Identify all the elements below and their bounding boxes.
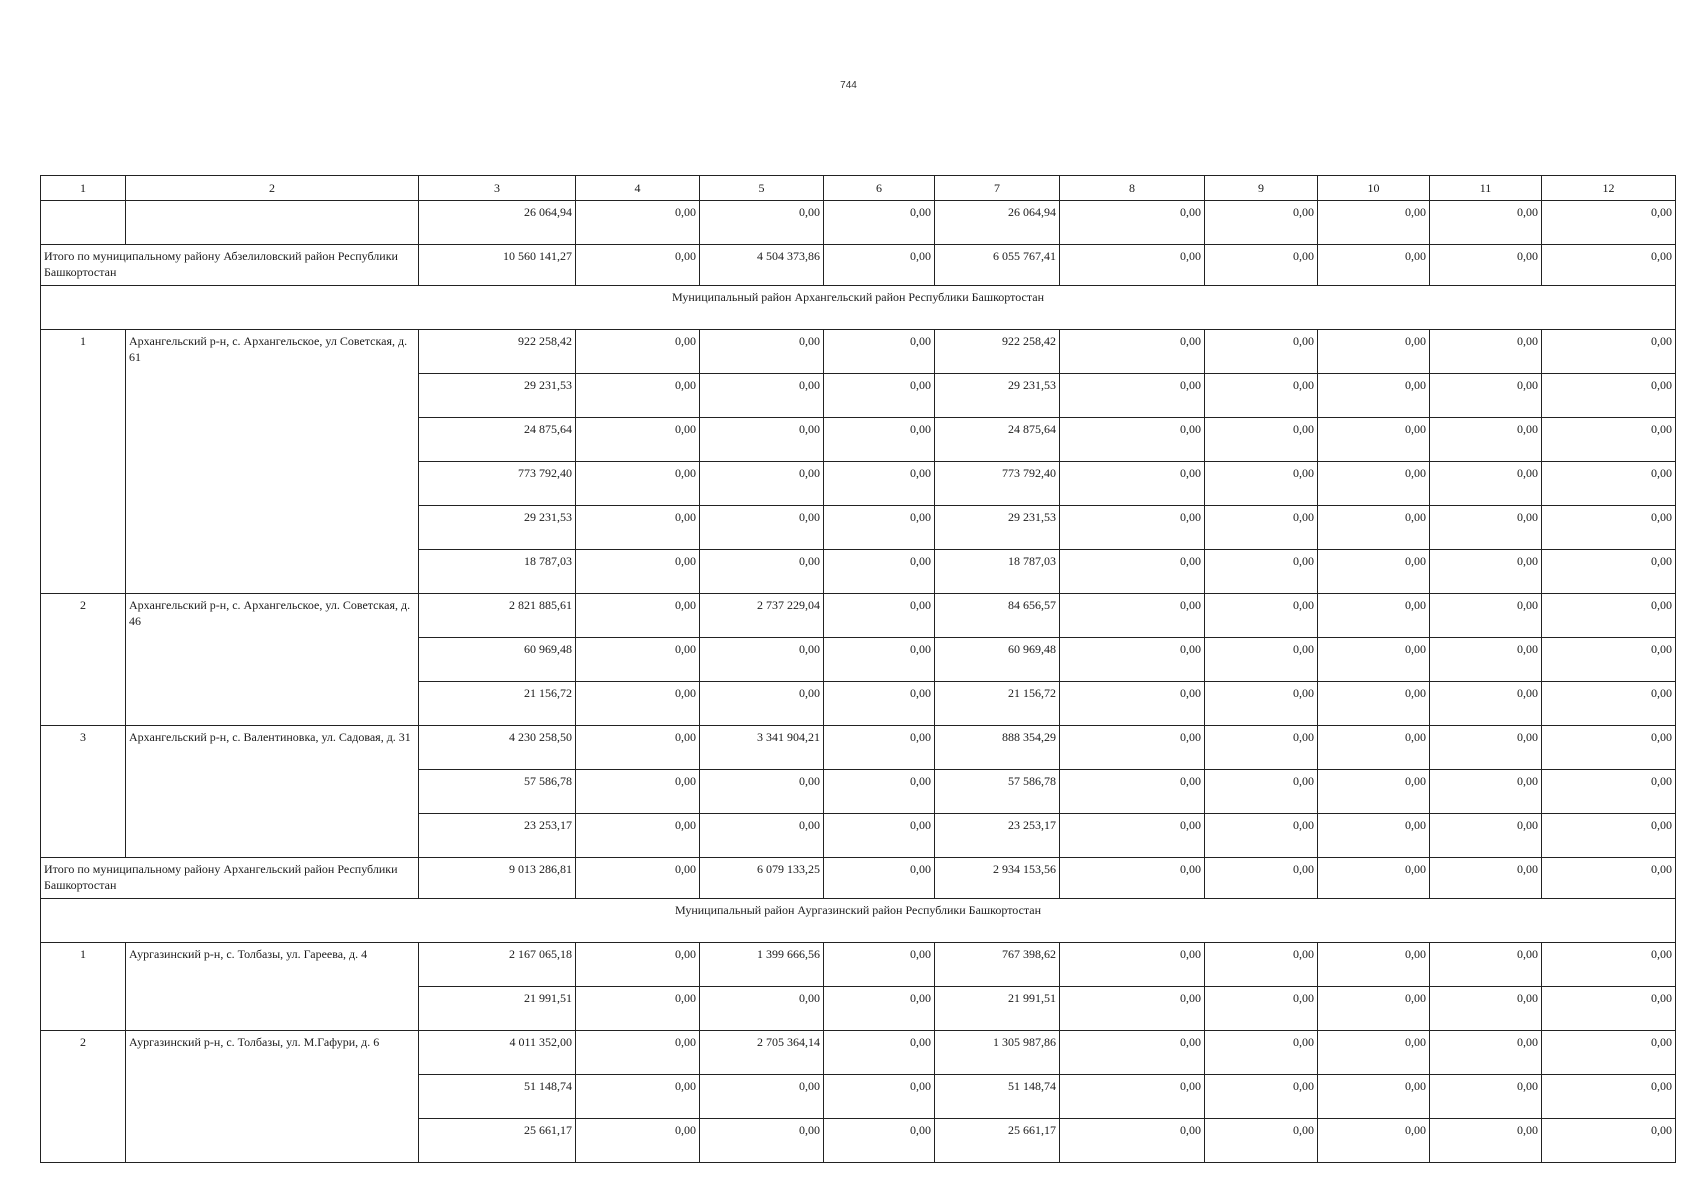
value-cell: 0,00 bbox=[1430, 770, 1542, 814]
value-cell: 0,00 bbox=[1205, 1119, 1318, 1163]
value-cell: 25 661,17 bbox=[419, 1119, 576, 1163]
value-cell: 0,00 bbox=[576, 506, 700, 550]
value-cell: 29 231,53 bbox=[935, 506, 1060, 550]
value-cell: 0,00 bbox=[1318, 682, 1430, 726]
value-cell: 0,00 bbox=[1542, 1119, 1676, 1163]
value-cell: 0,00 bbox=[1205, 943, 1318, 987]
total-cell: 6 055 767,41 bbox=[935, 245, 1060, 286]
value-cell: 29 231,53 bbox=[419, 374, 576, 418]
header-row bbox=[41, 176, 1676, 201]
value-cell: 2 705 364,14 bbox=[700, 1031, 824, 1075]
value-cell: 0,00 bbox=[1205, 987, 1318, 1031]
value-cell: 0,00 bbox=[824, 987, 935, 1031]
value-cell: 0,00 bbox=[1205, 770, 1318, 814]
column-header: 11 bbox=[1430, 176, 1542, 201]
value-cell: 0,00 bbox=[1430, 682, 1542, 726]
value-cell: 0,00 bbox=[1430, 418, 1542, 462]
total-cell: 0,00 bbox=[1318, 858, 1430, 899]
value-cell: 773 792,40 bbox=[419, 462, 576, 506]
value-cell: 0,00 bbox=[1060, 418, 1205, 462]
value-cell: 0,00 bbox=[700, 462, 824, 506]
value-cell: 0,00 bbox=[1060, 594, 1205, 638]
value-cell: 0,00 bbox=[1318, 374, 1430, 418]
value-cell: 0,00 bbox=[576, 1031, 700, 1075]
value-cell: 0,00 bbox=[1205, 594, 1318, 638]
total-cell: 2 934 153,56 bbox=[935, 858, 1060, 899]
value-cell: 0,00 bbox=[700, 330, 824, 374]
value-cell: 0,00 bbox=[1542, 506, 1676, 550]
value-cell: 1 399 666,56 bbox=[700, 943, 824, 987]
value-cell: 0,00 bbox=[1205, 330, 1318, 374]
value-cell: 0,00 bbox=[1060, 550, 1205, 594]
value-cell: 0,00 bbox=[1430, 1075, 1542, 1119]
value-cell: 0,00 bbox=[700, 682, 824, 726]
value-cell: 0,00 bbox=[1060, 1031, 1205, 1075]
column-header: 9 bbox=[1205, 176, 1318, 201]
value-cell: 0,00 bbox=[1205, 638, 1318, 682]
table-row bbox=[41, 201, 1676, 245]
value-cell: 0,00 bbox=[824, 726, 935, 770]
total-cell: 0,00 bbox=[576, 245, 700, 286]
value-cell: 0,00 bbox=[1430, 1031, 1542, 1075]
value-cell: 0,00 bbox=[576, 1075, 700, 1119]
value-cell: 0,00 bbox=[1542, 726, 1676, 770]
value-cell: 0,00 bbox=[1542, 987, 1676, 1031]
value-cell: 24 875,64 bbox=[935, 418, 1060, 462]
total-cell: 0,00 bbox=[1205, 245, 1318, 286]
value-cell: 2 821 885,61 bbox=[419, 594, 576, 638]
value-cell: 0,00 bbox=[1318, 594, 1430, 638]
value-cell: 0,00 bbox=[824, 330, 935, 374]
value-cell: 0,00 bbox=[700, 770, 824, 814]
column-header: 4 bbox=[576, 176, 700, 201]
value-cell: 0,00 bbox=[1060, 1075, 1205, 1119]
value-cell: 0,00 bbox=[1430, 330, 1542, 374]
value-cell: 1 305 987,86 bbox=[935, 1031, 1060, 1075]
value-cell: 767 398,62 bbox=[935, 943, 1060, 987]
value-cell: 21 156,72 bbox=[935, 682, 1060, 726]
data-table bbox=[40, 175, 1676, 1163]
value-cell: 0,00 bbox=[1542, 330, 1676, 374]
value-cell: 0,00 bbox=[700, 1075, 824, 1119]
value-cell: 0,00 bbox=[1542, 594, 1676, 638]
value-cell: 0,00 bbox=[1542, 1031, 1676, 1075]
value-cell: 0,00 bbox=[1542, 374, 1676, 418]
value-cell: 0,00 bbox=[1430, 374, 1542, 418]
total-cell: 10 560 141,27 bbox=[419, 245, 576, 286]
total-label: Итого по муниципальному району Архангельский район Республики Башкортостан bbox=[41, 858, 419, 899]
value-cell: 0,00 bbox=[1430, 638, 1542, 682]
value-cell: 0,00 bbox=[824, 418, 935, 462]
value-cell: 23 253,17 bbox=[935, 814, 1060, 858]
value-cell: 0,00 bbox=[1318, 550, 1430, 594]
column-header: 10 bbox=[1318, 176, 1430, 201]
value-cell: 0,00 bbox=[700, 418, 824, 462]
value-cell: 0,00 bbox=[1318, 506, 1430, 550]
value-cell: 0,00 bbox=[1060, 726, 1205, 770]
table-row bbox=[41, 943, 1676, 987]
value-cell: 0,00 bbox=[1542, 418, 1676, 462]
value-cell: 18 787,03 bbox=[935, 550, 1060, 594]
table-row bbox=[41, 726, 1676, 770]
value-cell: 0,00 bbox=[824, 1031, 935, 1075]
value-cell: 0,00 bbox=[1430, 506, 1542, 550]
total-cell: 0,00 bbox=[576, 858, 700, 899]
value-cell: 0,00 bbox=[576, 638, 700, 682]
value-cell: 0,00 bbox=[824, 682, 935, 726]
value-cell: 26 064,94 bbox=[935, 201, 1060, 245]
total-row bbox=[41, 858, 1676, 899]
value-cell: 0,00 bbox=[1205, 814, 1318, 858]
value-cell: 0,00 bbox=[576, 330, 700, 374]
value-cell: 0,00 bbox=[1060, 943, 1205, 987]
column-header: 6 bbox=[824, 176, 935, 201]
value-cell: 29 231,53 bbox=[419, 506, 576, 550]
total-cell: 0,00 bbox=[1542, 858, 1676, 899]
total-cell: 9 013 286,81 bbox=[419, 858, 576, 899]
value-cell: 0,00 bbox=[576, 1119, 700, 1163]
total-cell: 4 504 373,86 bbox=[700, 245, 824, 286]
value-cell: 0,00 bbox=[1205, 462, 1318, 506]
table-row bbox=[41, 594, 1676, 638]
value-cell: 0,00 bbox=[1430, 594, 1542, 638]
value-cell: 57 586,78 bbox=[935, 770, 1060, 814]
value-cell: 3 341 904,21 bbox=[700, 726, 824, 770]
value-cell: 0,00 bbox=[824, 462, 935, 506]
section-title: Муниципальный район Аургазинский район Республики Башкортостан bbox=[41, 899, 1676, 943]
value-cell: 0,00 bbox=[576, 726, 700, 770]
total-cell: 0,00 bbox=[1318, 245, 1430, 286]
value-cell: 0,00 bbox=[700, 814, 824, 858]
value-cell: 0,00 bbox=[1318, 726, 1430, 770]
value-cell: 24 875,64 bbox=[419, 418, 576, 462]
value-cell: 0,00 bbox=[1430, 462, 1542, 506]
value-cell: 0,00 bbox=[700, 1119, 824, 1163]
value-cell: 0,00 bbox=[576, 770, 700, 814]
value-cell: 0,00 bbox=[824, 943, 935, 987]
value-cell: 0,00 bbox=[1318, 1075, 1430, 1119]
value-cell: 0,00 bbox=[576, 594, 700, 638]
value-cell: 0,00 bbox=[1318, 987, 1430, 1031]
value-cell: 0,00 bbox=[1318, 814, 1430, 858]
value-cell: 0,00 bbox=[1060, 682, 1205, 726]
value-cell: 0,00 bbox=[700, 638, 824, 682]
value-cell: 0,00 bbox=[1060, 1119, 1205, 1163]
value-cell: 0,00 bbox=[576, 462, 700, 506]
value-cell: 0,00 bbox=[576, 418, 700, 462]
value-cell: 0,00 bbox=[700, 374, 824, 418]
value-cell: 0,00 bbox=[824, 506, 935, 550]
value-cell: 0,00 bbox=[1542, 1075, 1676, 1119]
value-cell: 0,00 bbox=[576, 682, 700, 726]
value-cell: 60 969,48 bbox=[419, 638, 576, 682]
value-cell: 0,00 bbox=[824, 770, 935, 814]
value-cell: 0,00 bbox=[1060, 506, 1205, 550]
total-cell: 0,00 bbox=[1430, 858, 1542, 899]
total-cell: 0,00 bbox=[1060, 858, 1205, 899]
value-cell: 21 991,51 bbox=[935, 987, 1060, 1031]
value-cell: 0,00 bbox=[576, 987, 700, 1031]
total-cell: 0,00 bbox=[1430, 245, 1542, 286]
value-cell: 0,00 bbox=[1430, 1119, 1542, 1163]
value-cell: 773 792,40 bbox=[935, 462, 1060, 506]
address-cell bbox=[126, 201, 419, 245]
value-cell: 0,00 bbox=[1060, 462, 1205, 506]
value-cell: 0,00 bbox=[576, 374, 700, 418]
value-cell: 0,00 bbox=[576, 943, 700, 987]
value-cell: 0,00 bbox=[1205, 418, 1318, 462]
section-header-row bbox=[41, 286, 1676, 330]
value-cell: 0,00 bbox=[1060, 770, 1205, 814]
value-cell: 0,00 bbox=[1318, 943, 1430, 987]
value-cell: 0,00 bbox=[1542, 814, 1676, 858]
column-header: 5 bbox=[700, 176, 824, 201]
value-cell: 0,00 bbox=[824, 594, 935, 638]
value-cell: 51 148,74 bbox=[419, 1075, 576, 1119]
value-cell: 0,00 bbox=[576, 550, 700, 594]
value-cell: 922 258,42 bbox=[935, 330, 1060, 374]
value-cell: 18 787,03 bbox=[419, 550, 576, 594]
value-cell: 0,00 bbox=[700, 987, 824, 1031]
address-cell: Архангельский р-н, с. Архангельское, ул Советская, д. 61 bbox=[126, 330, 419, 594]
value-cell: 0,00 bbox=[1205, 1031, 1318, 1075]
value-cell: 0,00 bbox=[824, 1075, 935, 1119]
value-cell: 0,00 bbox=[1318, 770, 1430, 814]
value-cell: 0,00 bbox=[1318, 330, 1430, 374]
column-header: 8 bbox=[1060, 176, 1205, 201]
value-cell: 29 231,53 bbox=[935, 374, 1060, 418]
value-cell: 84 656,57 bbox=[935, 594, 1060, 638]
column-header: 3 bbox=[419, 176, 576, 201]
value-cell: 0,00 bbox=[1318, 201, 1430, 245]
address-cell: Архангельский р-н, с. Архангельское, ул. Советская, д. 46 bbox=[126, 594, 419, 726]
value-cell: 2 737 229,04 bbox=[700, 594, 824, 638]
value-cell: 0,00 bbox=[1542, 638, 1676, 682]
value-cell: 0,00 bbox=[1430, 726, 1542, 770]
value-cell: 0,00 bbox=[1318, 1119, 1430, 1163]
value-cell: 0,00 bbox=[1205, 1075, 1318, 1119]
value-cell: 0,00 bbox=[1060, 987, 1205, 1031]
value-cell: 0,00 bbox=[1060, 638, 1205, 682]
value-cell: 0,00 bbox=[576, 814, 700, 858]
value-cell: 0,00 bbox=[1205, 374, 1318, 418]
row-index: 2 bbox=[41, 1031, 126, 1163]
address-cell: Архангельский р-н, с. Валентиновка, ул. Садовая, д. 31 bbox=[126, 726, 419, 858]
value-cell: 0,00 bbox=[1060, 201, 1205, 245]
value-cell: 0,00 bbox=[1205, 726, 1318, 770]
section-header-row bbox=[41, 899, 1676, 943]
total-cell: 0,00 bbox=[1205, 858, 1318, 899]
value-cell: 0,00 bbox=[700, 550, 824, 594]
value-cell: 0,00 bbox=[1318, 638, 1430, 682]
value-cell: 0,00 bbox=[1430, 987, 1542, 1031]
total-row bbox=[41, 245, 1676, 286]
row-index: 3 bbox=[41, 726, 126, 858]
value-cell: 0,00 bbox=[700, 201, 824, 245]
value-cell: 0,00 bbox=[1542, 550, 1676, 594]
row-index: 2 bbox=[41, 594, 126, 726]
value-cell: 0,00 bbox=[824, 374, 935, 418]
value-cell: 0,00 bbox=[824, 550, 935, 594]
column-header: 7 bbox=[935, 176, 1060, 201]
value-cell: 4 230 258,50 bbox=[419, 726, 576, 770]
value-cell: 0,00 bbox=[1205, 682, 1318, 726]
value-cell: 0,00 bbox=[1205, 201, 1318, 245]
value-cell: 0,00 bbox=[700, 506, 824, 550]
value-cell: 21 991,51 bbox=[419, 987, 576, 1031]
value-cell: 0,00 bbox=[1542, 770, 1676, 814]
page-number: 744 bbox=[840, 80, 857, 91]
row-index: 1 bbox=[41, 330, 126, 594]
column-header: 1 bbox=[41, 176, 126, 201]
address-cell: Аургазинский р-н, с. Толбазы, ул. Гареева, д. 4 bbox=[126, 943, 419, 1031]
value-cell: 0,00 bbox=[1318, 418, 1430, 462]
value-cell: 0,00 bbox=[1060, 374, 1205, 418]
value-cell: 0,00 bbox=[1542, 943, 1676, 987]
total-cell: 0,00 bbox=[824, 245, 935, 286]
value-cell: 922 258,42 bbox=[419, 330, 576, 374]
value-cell: 0,00 bbox=[824, 1119, 935, 1163]
value-cell: 0,00 bbox=[1060, 330, 1205, 374]
value-cell: 0,00 bbox=[1430, 550, 1542, 594]
value-cell: 0,00 bbox=[824, 814, 935, 858]
row-index: 1 bbox=[41, 943, 126, 1031]
value-cell: 2 167 065,18 bbox=[419, 943, 576, 987]
value-cell: 0,00 bbox=[1542, 682, 1676, 726]
value-cell: 0,00 bbox=[1060, 814, 1205, 858]
value-cell: 0,00 bbox=[824, 201, 935, 245]
value-cell: 0,00 bbox=[1318, 462, 1430, 506]
value-cell: 21 156,72 bbox=[419, 682, 576, 726]
value-cell: 51 148,74 bbox=[935, 1075, 1060, 1119]
table-row bbox=[41, 330, 1676, 374]
value-cell: 0,00 bbox=[576, 201, 700, 245]
value-cell: 23 253,17 bbox=[419, 814, 576, 858]
value-cell: 25 661,17 bbox=[935, 1119, 1060, 1163]
value-cell: 57 586,78 bbox=[419, 770, 576, 814]
value-cell: 0,00 bbox=[1430, 814, 1542, 858]
value-cell: 888 354,29 bbox=[935, 726, 1060, 770]
total-cell: 0,00 bbox=[824, 858, 935, 899]
column-header: 12 bbox=[1542, 176, 1676, 201]
total-label: Итого по муниципальному району Абзелиловский район Республики Башкортостан bbox=[41, 245, 419, 286]
address-cell: Аургазинский р-н, с. Толбазы, ул. М.Гафури, д. 6 bbox=[126, 1031, 419, 1163]
value-cell: 0,00 bbox=[1430, 943, 1542, 987]
total-cell: 6 079 133,25 bbox=[700, 858, 824, 899]
value-cell: 0,00 bbox=[1205, 550, 1318, 594]
value-cell: 4 011 352,00 bbox=[419, 1031, 576, 1075]
column-header: 2 bbox=[126, 176, 419, 201]
value-cell: 0,00 bbox=[1430, 201, 1542, 245]
value-cell: 0,00 bbox=[1542, 462, 1676, 506]
value-cell: 0,00 bbox=[824, 638, 935, 682]
value-cell: 60 969,48 bbox=[935, 638, 1060, 682]
value-cell: 0,00 bbox=[1205, 506, 1318, 550]
section-title: Муниципальный район Архангельский район Республики Башкортостан bbox=[41, 286, 1676, 330]
value-cell: 0,00 bbox=[1542, 201, 1676, 245]
total-cell: 0,00 bbox=[1542, 245, 1676, 286]
value-cell: 26 064,94 bbox=[419, 201, 576, 245]
table-row bbox=[41, 1031, 1676, 1075]
total-cell: 0,00 bbox=[1060, 245, 1205, 286]
value-cell: 0,00 bbox=[1318, 1031, 1430, 1075]
row-index bbox=[41, 201, 126, 245]
